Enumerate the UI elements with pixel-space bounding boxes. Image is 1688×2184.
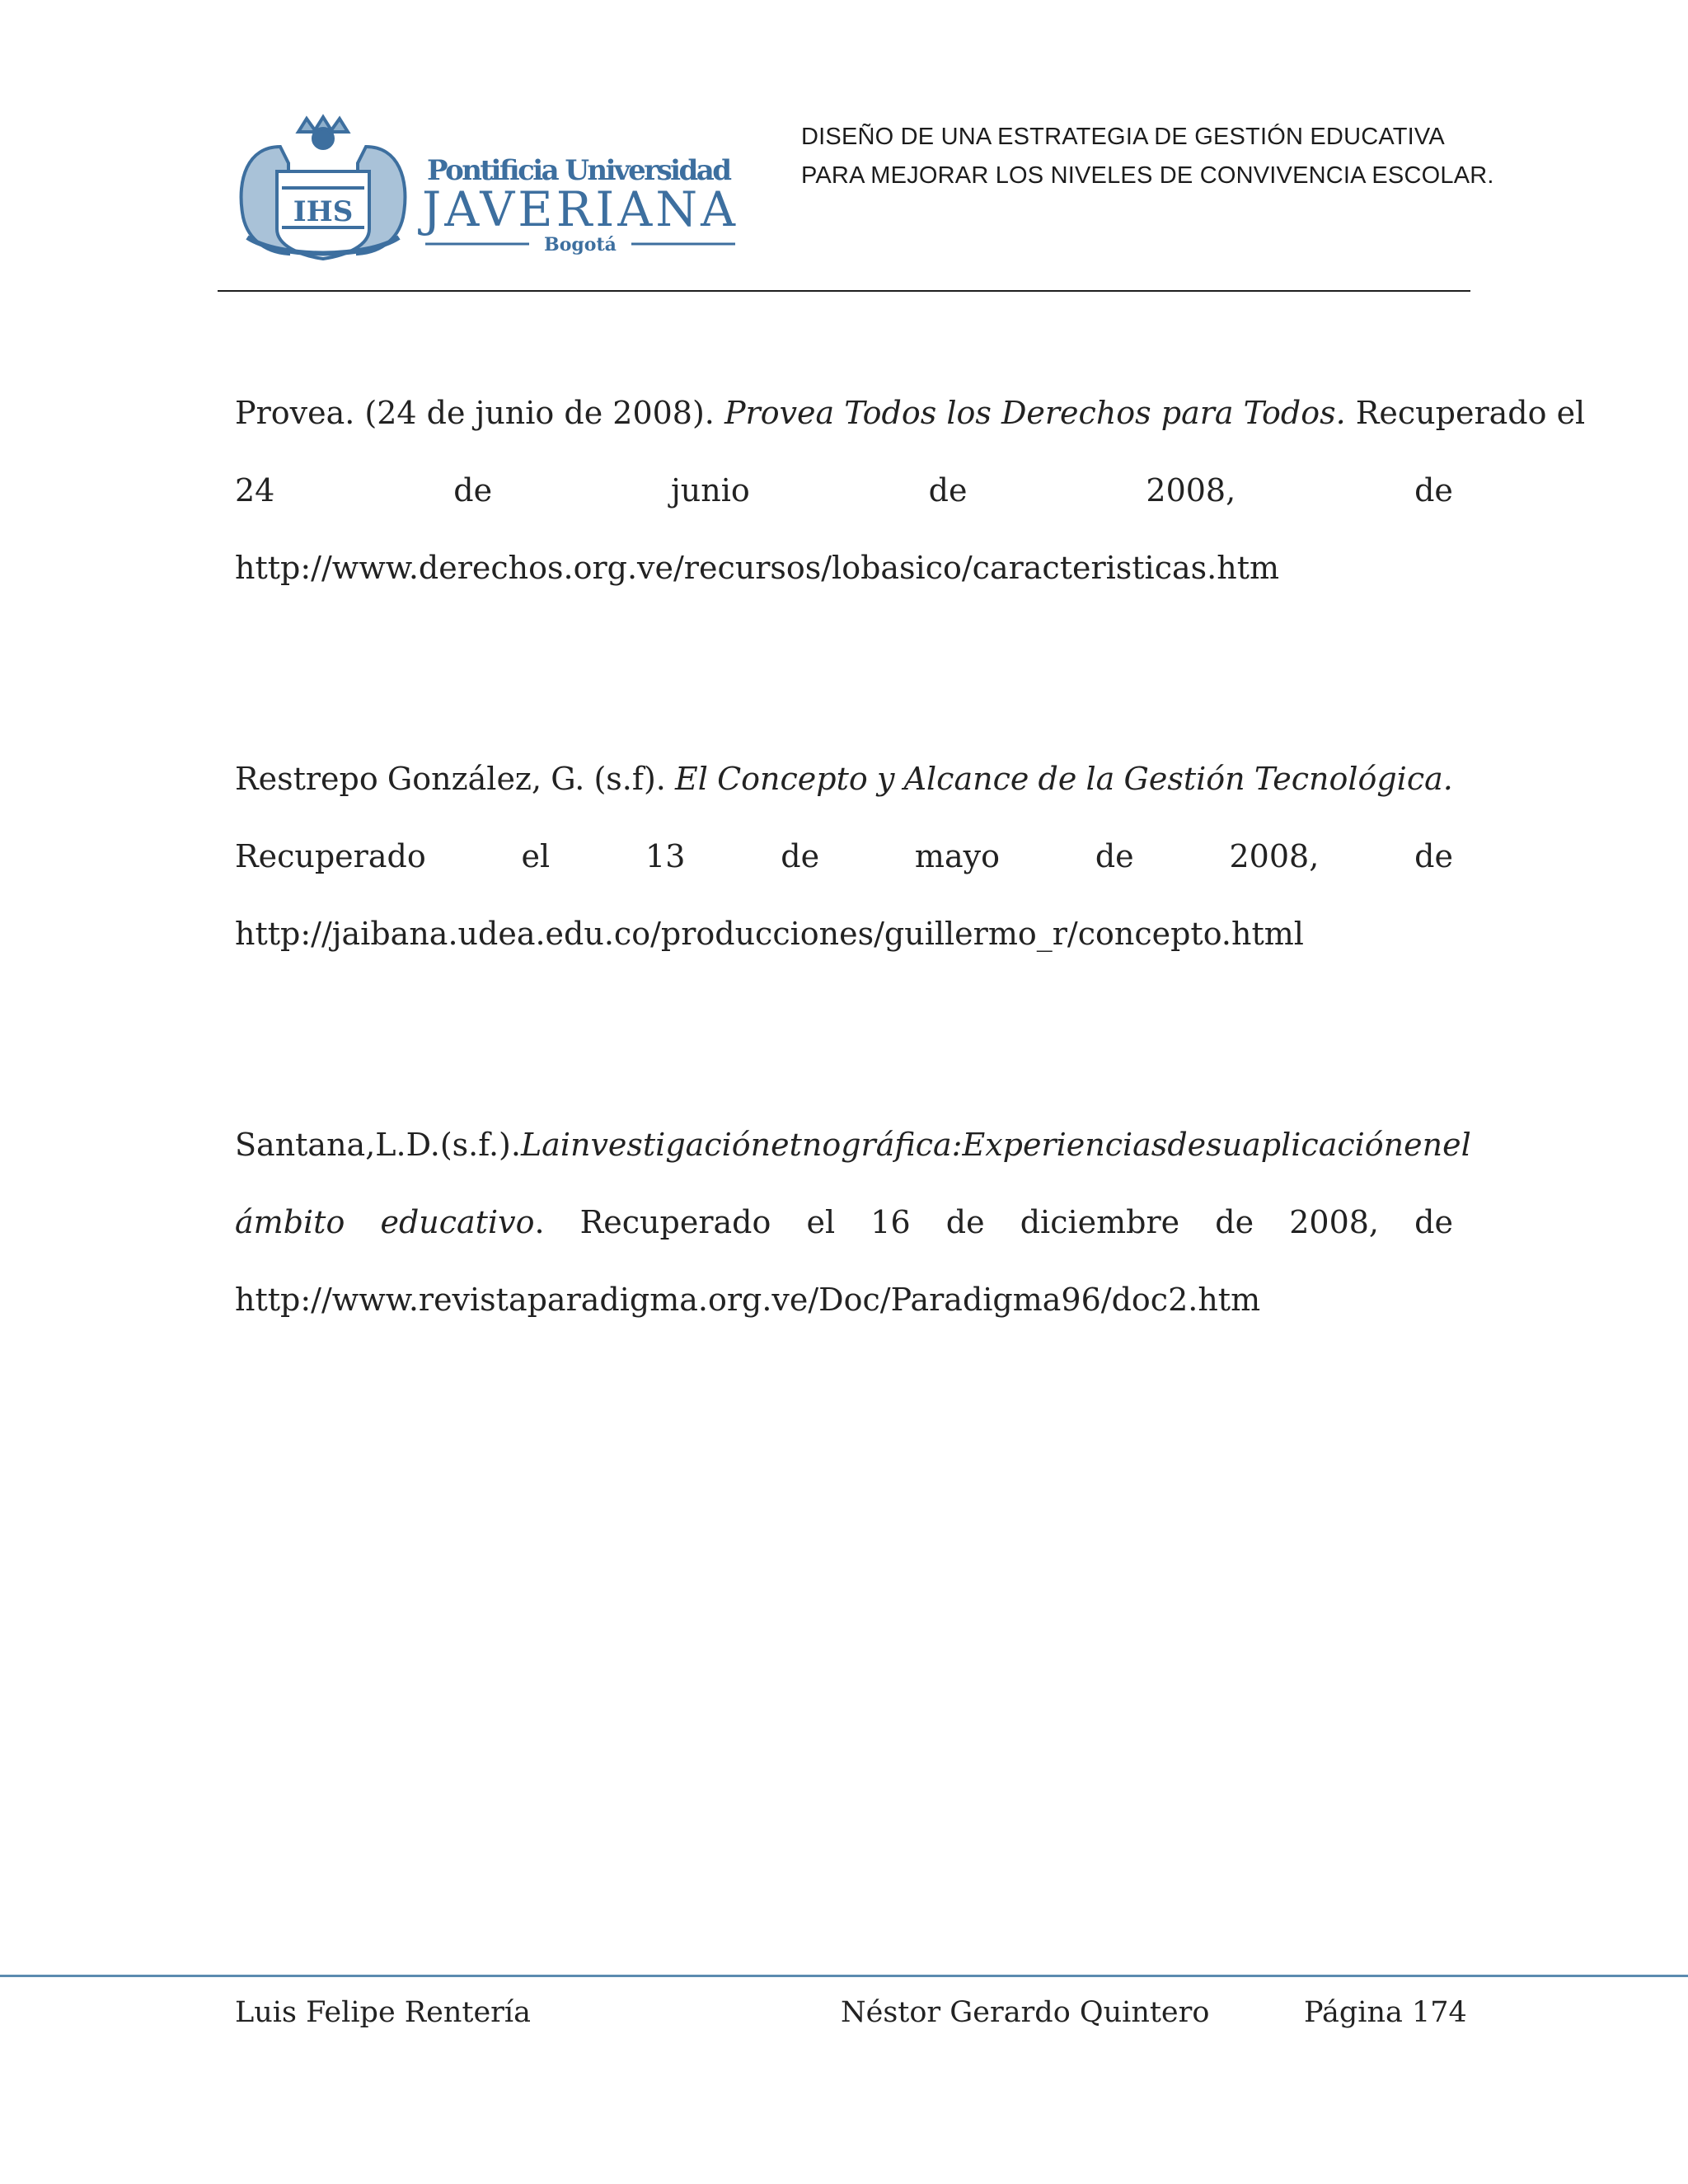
university-logo xyxy=(231,114,742,262)
reference-entry-provea xyxy=(235,374,1586,607)
header-divider xyxy=(218,290,1470,292)
coat-of-arms-icon xyxy=(241,117,406,259)
reference-url[interactable]: http://www.derechos.org.ve/recursos/lobasico/caracteristicas.htm xyxy=(235,550,1280,586)
reference-line: Restrepo González, G. (s.f). El Concepto y Alcance de la Gestión Tecnológica. xyxy=(235,761,1453,797)
footer-divider xyxy=(0,1975,1688,1977)
reference-line: Santana, L. D. (s.f.). La investigación etnográfica: Experiencias de su aplicación en el xyxy=(235,1127,1471,1163)
footer-author-1: Luis Felipe Rentería xyxy=(235,1996,531,2029)
reference-line: ámbito educativo. Recuperado el 16 de diciembre de 2008, de xyxy=(235,1204,1453,1240)
page-number: Página 174 xyxy=(1304,1996,1467,2029)
document-title-line-2: PARA MEJORAR LOS NIVELES DE CONVIVENCIA ESCOLAR. xyxy=(801,162,1494,189)
document-title xyxy=(801,118,1494,195)
document-title-line-1: DISEÑO DE UNA ESTRATEGIA DE GESTIÓN EDUCATIVA xyxy=(801,124,1445,150)
reference-entry-restrepo xyxy=(235,740,1453,972)
footer-author-2: Néstor Gerardo Quintero xyxy=(841,1996,1210,2029)
logo-monogram: IHS xyxy=(293,195,354,228)
logo-name: Pontificia Universidad xyxy=(427,154,732,187)
logo-main: JAVERIANA xyxy=(422,181,735,237)
logo-city: Bogotá xyxy=(544,234,617,255)
reference-url[interactable]: http://www.revistaparadigma.org.ve/Doc/Paradigma96/doc2.htm xyxy=(235,1282,1261,1318)
reference-url[interactable]: http://jaibana.udea.edu.co/producciones/guillermo_r/concepto.html xyxy=(235,916,1304,952)
reference-line: 24 de junio de 2008, de xyxy=(235,472,1453,509)
reference-line: Recuperado el 13 de mayo de 2008, de xyxy=(235,838,1453,874)
reference-line: Provea. (24 de junio de 2008). Provea Todos los Derechos para Todos. Recuperado el xyxy=(235,395,1586,431)
reference-entry-santana xyxy=(235,1106,1471,1338)
